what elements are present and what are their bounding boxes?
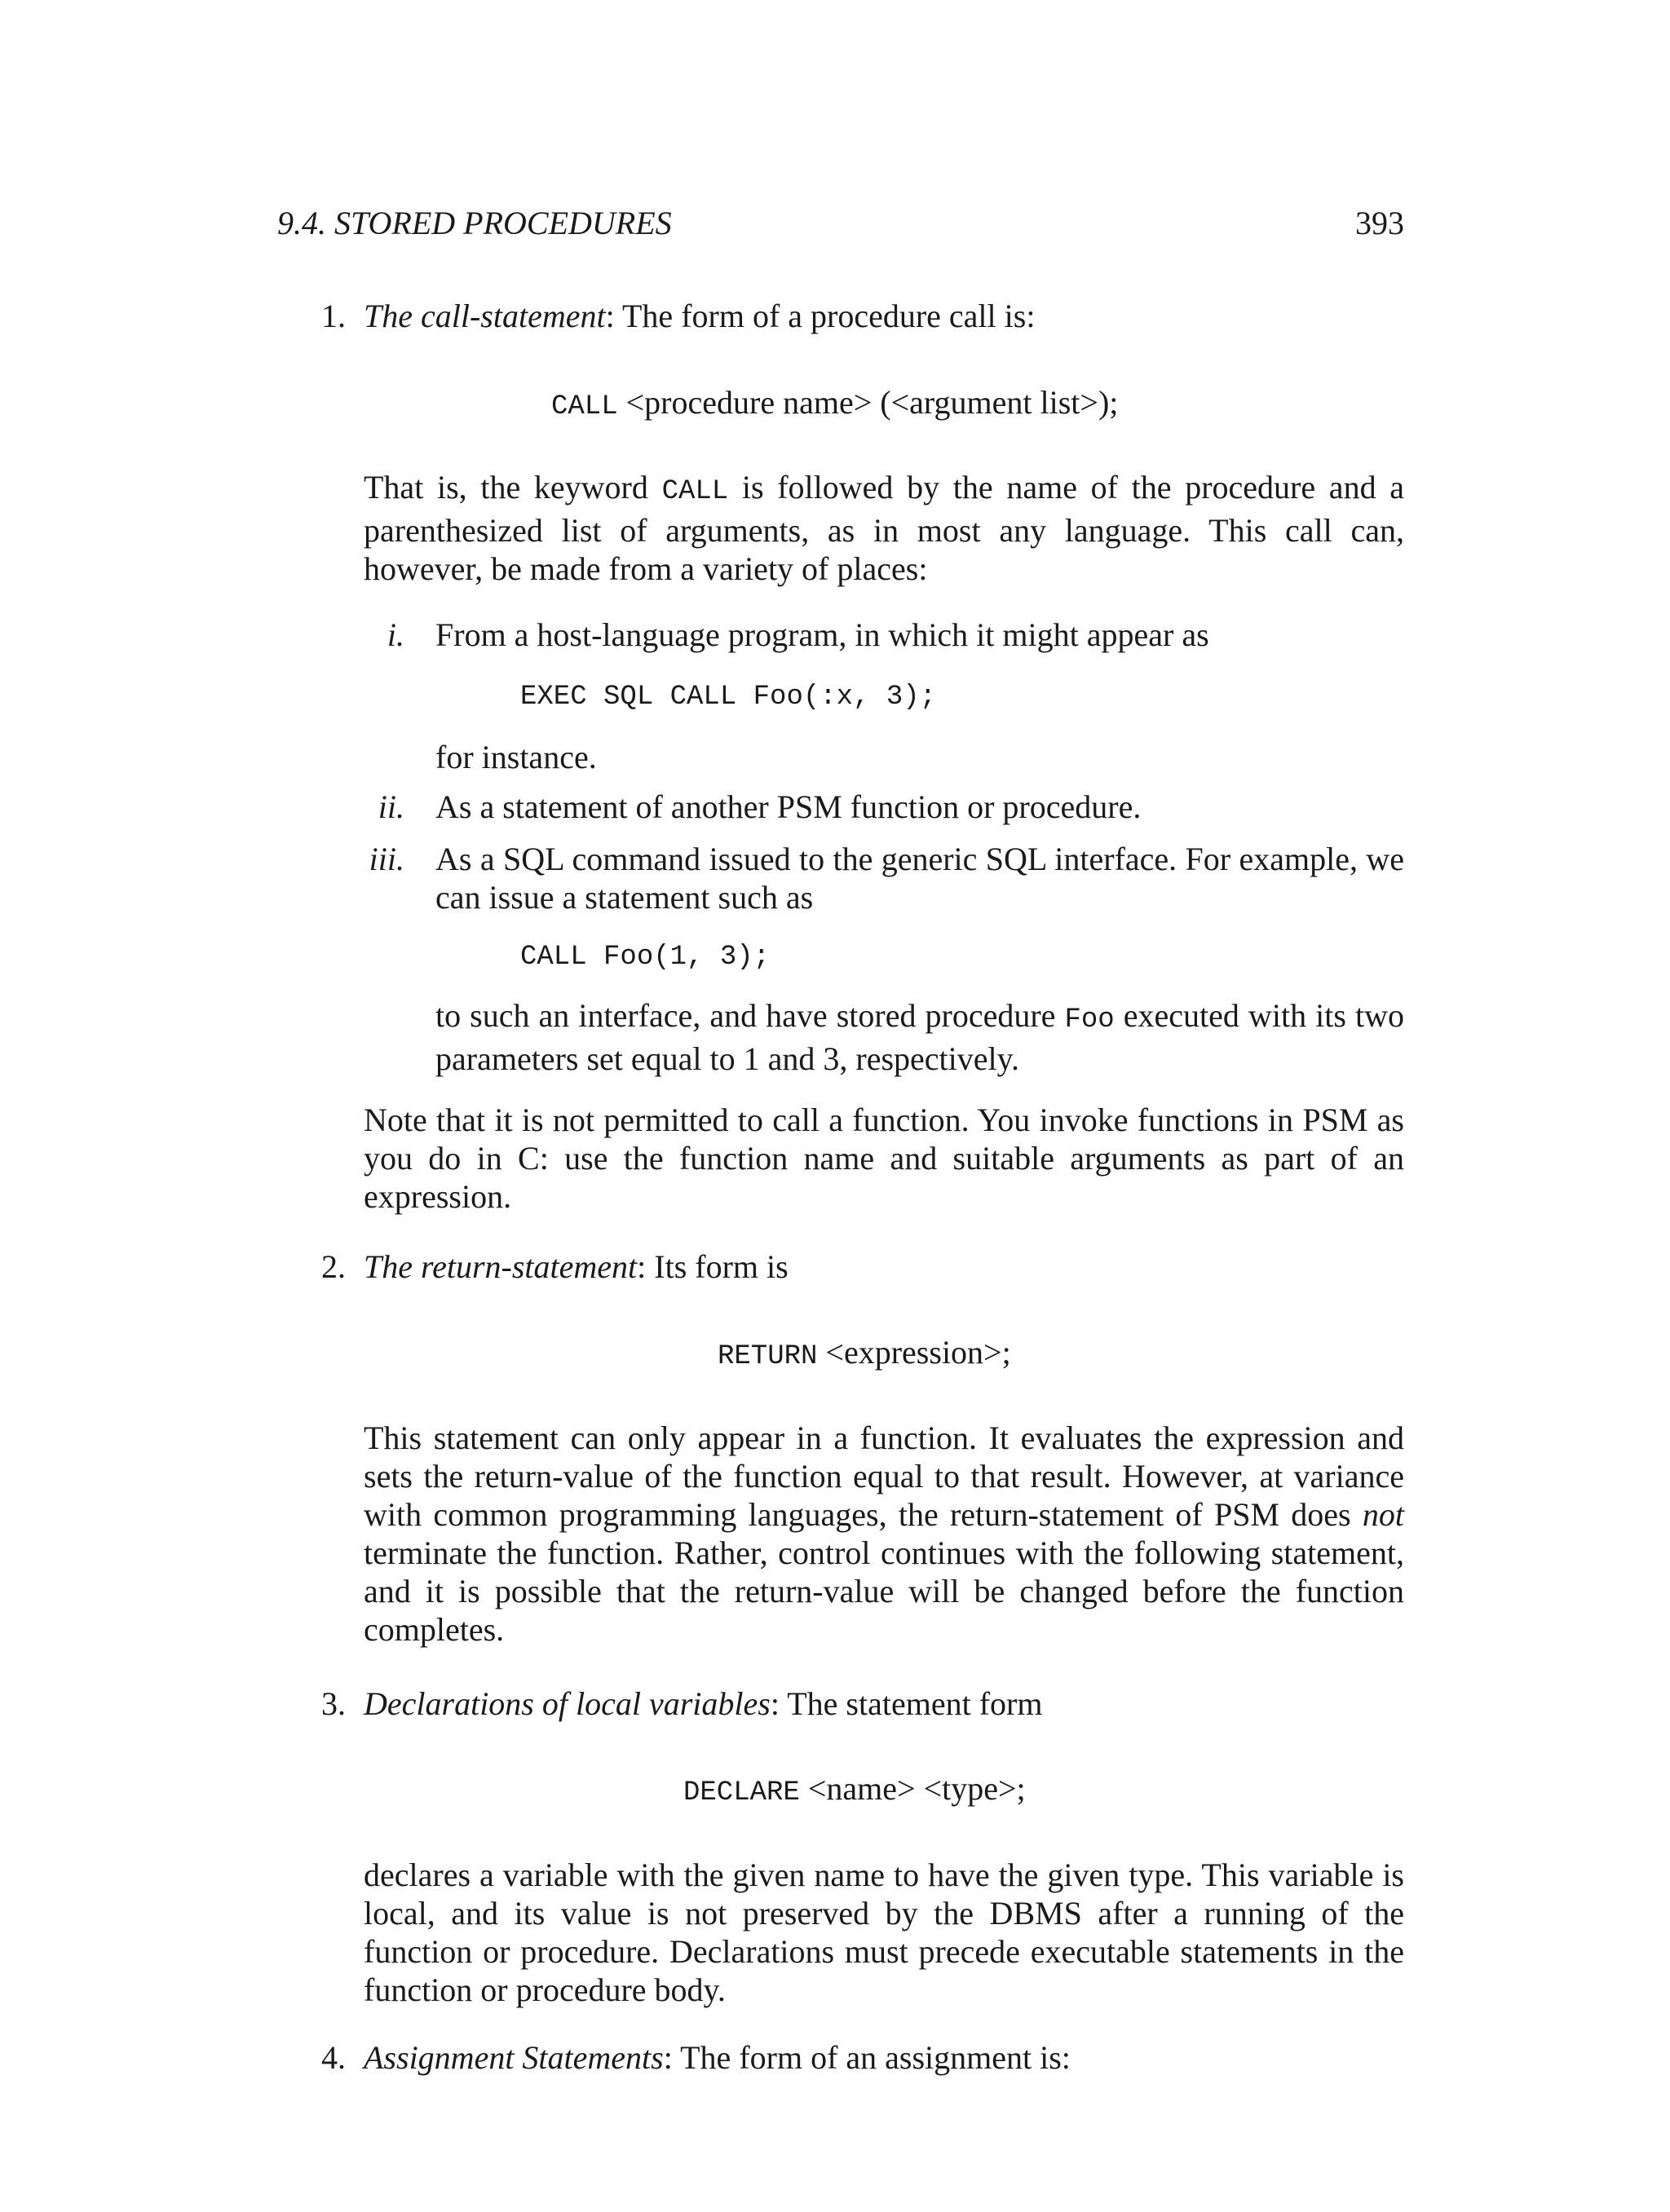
subitem-label: ii. xyxy=(378,788,404,825)
item-heading xyxy=(364,1247,1404,1286)
item-note: Note that it is not permitted to call a function. You invoke functions in PSM as you do in C: use the function name and suitable arguments as part of an expression. xyxy=(364,1102,1404,1215)
inline-code: Foo xyxy=(1064,1004,1115,1035)
item-heading xyxy=(364,1684,1404,1723)
item-intro: : The statement form xyxy=(770,1685,1043,1722)
item-number: 4. xyxy=(321,2039,346,2076)
item-intro: : The form of an assignment is: xyxy=(663,2039,1071,2076)
item-number: 1. xyxy=(321,298,346,334)
body-text: terminate the function. Rather, control continues with the following statement, and it is possible that the return-value will be changed before the function completes. xyxy=(364,1534,1404,1648)
code-rest: <procedure name> (<argument list>); xyxy=(617,384,1119,421)
item-title: Declarations of local variables xyxy=(364,1685,771,1722)
subitem-text: As a SQL command issued to the generic SQL interface. For example, we can issue a statement such as xyxy=(435,841,1404,916)
item-heading xyxy=(364,2038,1404,2077)
inline-code: CALL xyxy=(661,476,729,507)
code-line: CALL Foo(1, 3); xyxy=(520,942,771,973)
item-intro: : The form of a procedure call is: xyxy=(605,298,1036,334)
subitem-label: iii. xyxy=(369,841,404,877)
body-text: is followed by the name of the procedure and a parenthesized list of arguments, as in most any language. This call can, however, be made from a variety of places: xyxy=(364,469,1405,587)
item-number: 2. xyxy=(321,1248,346,1285)
code-line xyxy=(683,1769,1026,1808)
item-heading xyxy=(364,297,1404,335)
body-text: That is, the keyword xyxy=(364,469,662,506)
code-keyword: DECLARE xyxy=(683,1777,800,1808)
body-text: to such an interface, and have stored procedure xyxy=(435,997,1065,1034)
code-rest: <expression>; xyxy=(817,1334,1011,1371)
subitem-after xyxy=(435,996,1404,1078)
subitem-after: for instance. xyxy=(435,739,597,775)
running-header: 9.4. STORED PROCEDURES xyxy=(277,205,672,241)
item-title: The call-statement xyxy=(364,298,606,334)
body-text: executed with its two parameters set equal to 1 and 3, respectively. xyxy=(435,997,1404,1077)
item-body xyxy=(364,468,1404,588)
subitem-label: i. xyxy=(387,616,404,653)
item-body xyxy=(364,1419,1404,1649)
code-line xyxy=(718,1333,1011,1372)
subitem-text: From a host-language program, in which it might appear as xyxy=(435,616,1209,653)
code-keyword: RETURN xyxy=(718,1341,818,1372)
subitem-text: As a statement of another PSM function or procedure. xyxy=(435,788,1142,825)
item-title: Assignment Statements xyxy=(364,2039,664,2076)
emphasis-text: not xyxy=(1362,1496,1404,1533)
code-rest: <name> <type>; xyxy=(799,1770,1026,1807)
item-title: The return-statement xyxy=(364,1248,638,1285)
item-body: declares a variable with the given name to have the given type. This variable is local, and its value is not preserved by the DBMS after a running of the function or procedure. Declarations must precede executable statements in the function or procedure body. xyxy=(364,1857,1404,2008)
item-intro: : Its form is xyxy=(637,1248,789,1285)
page-number: 393 xyxy=(1355,205,1404,241)
body-text: This statement can only appear in a function. It evaluates the expression and sets the return-value of the function equal to that result. However, at variance with common programming languages, the return-statement of PSM does xyxy=(364,1419,1404,1533)
code-line: EXEC SQL CALL Foo(:x, 3); xyxy=(520,682,937,713)
item-number: 3. xyxy=(321,1685,346,1722)
code-keyword: CALL xyxy=(551,391,618,422)
code-line xyxy=(551,383,1118,422)
